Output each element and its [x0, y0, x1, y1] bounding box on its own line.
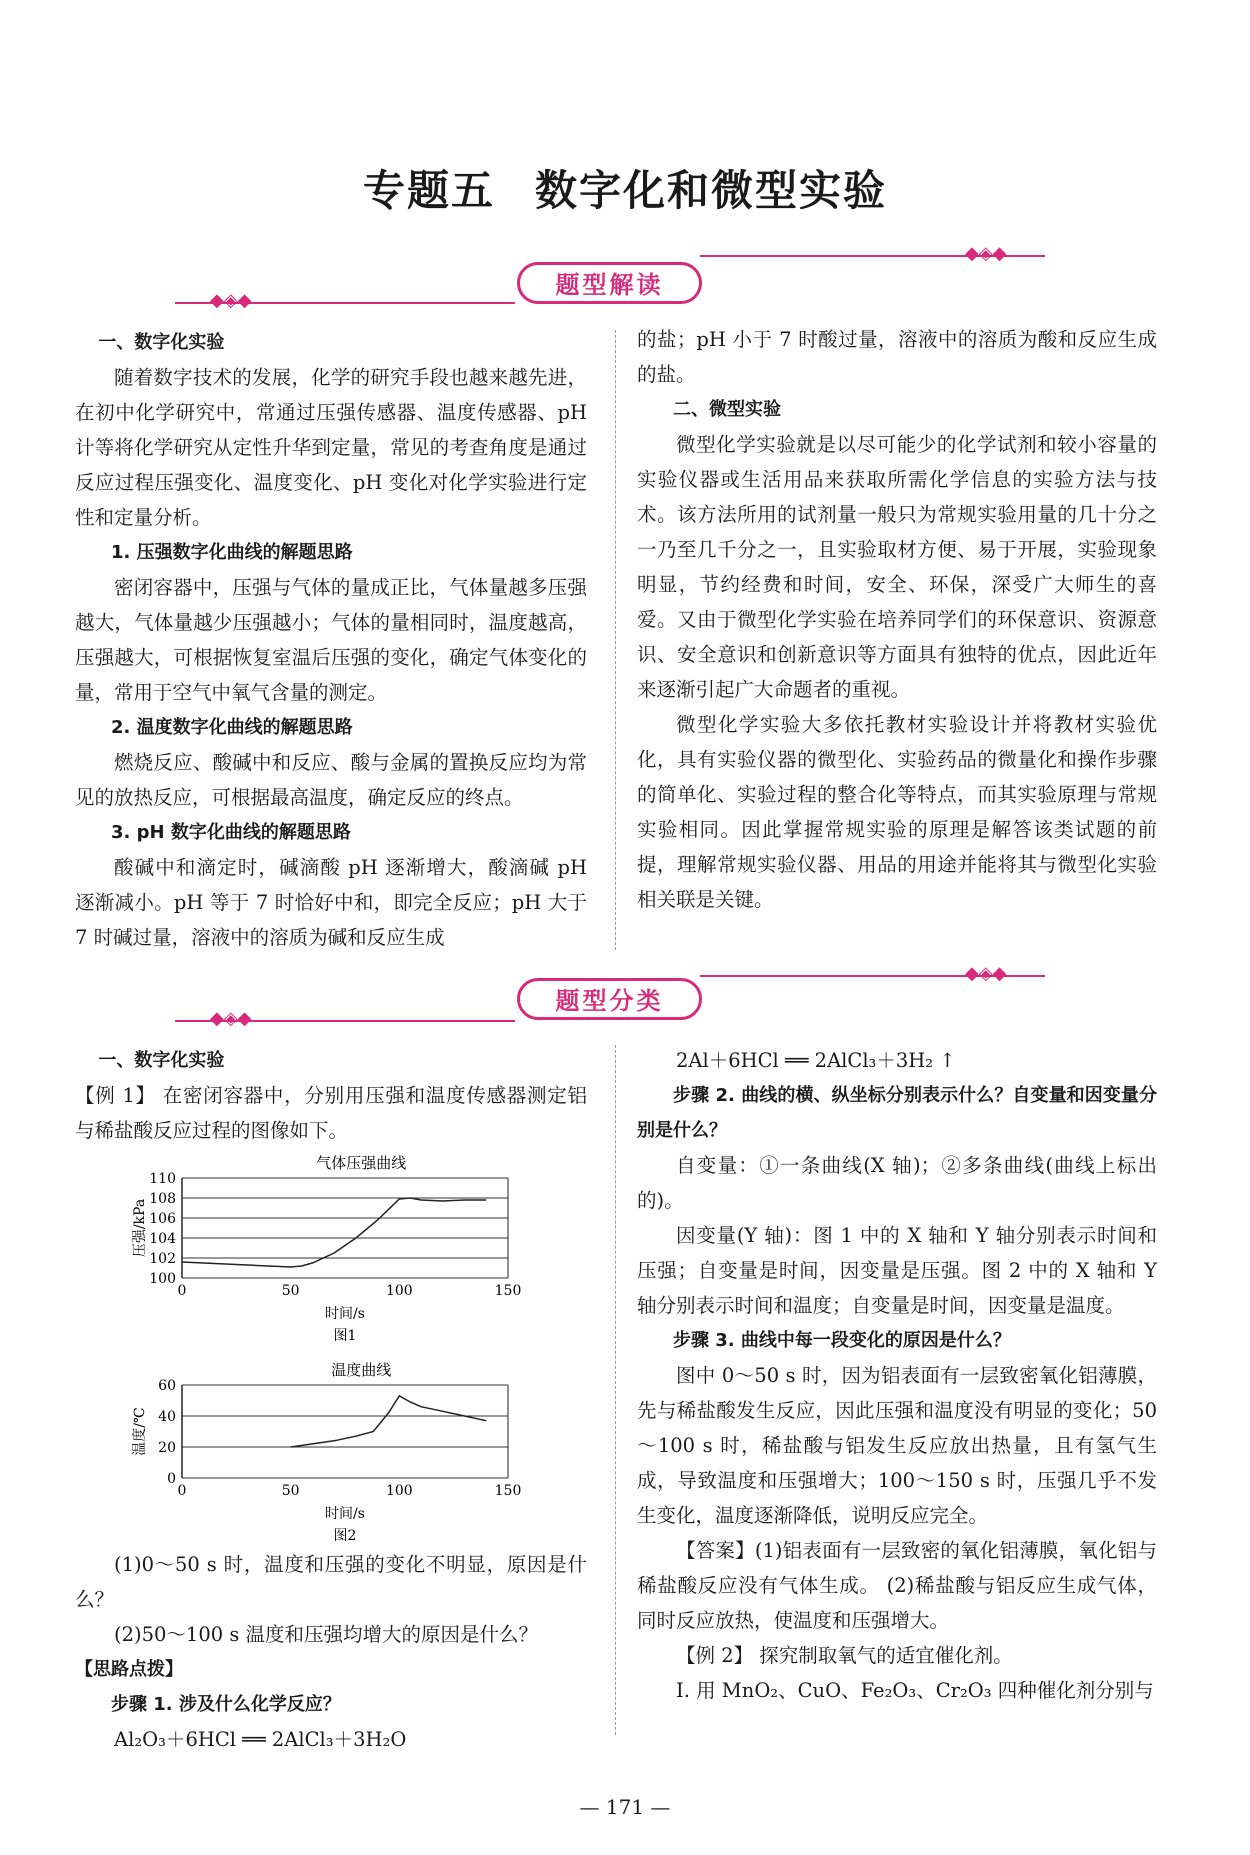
y-tick-label: 104 [149, 1231, 176, 1247]
section-heading: 二、微型实验 [673, 399, 781, 420]
x-tick-label: 100 [385, 1283, 413, 1299]
section-heading: 2. 温度数字化曲线的解题思路 [111, 717, 353, 738]
figure-caption: 图2 [333, 1528, 357, 1544]
series-line [291, 1396, 487, 1447]
y-tick-label: 100 [149, 1271, 176, 1287]
section-banner-interpretation: 题型解读 [517, 262, 702, 304]
paragraph: (1)0～50 s 时，温度和压强的变化不明显，原因是什么？ [75, 1553, 587, 1611]
x-tick-label: 150 [494, 1483, 522, 1499]
chart-title: 温度曲线 [331, 1361, 392, 1379]
section-heading: 一、数字化实验 [98, 332, 225, 353]
paragraph: 【答案】(1)铝表面有一层致密的氧化铝薄膜，氧化铝与稀盐酸反应没有气体生成。 (2)稀盐酸与铝反应生成气体，同时反应放热，使温度和压强增大。 [637, 1539, 1157, 1632]
page-title: 专题五 数字化和微型实验 [362, 166, 888, 215]
y-tick-label: 40 [158, 1409, 176, 1425]
y-tick-label: 108 [149, 1191, 176, 1207]
y-tick-label: 0 [167, 1471, 176, 1487]
paragraph: 燃烧反应、酸碱中和反应、酸与金属的置换反应均为常见的放热反应，可根据最高温度，确定反应的终点。 [75, 751, 587, 809]
chart-title: 气体压强曲线 [316, 1154, 407, 1172]
x-tick-label: 0 [177, 1283, 187, 1299]
paragraph: 密闭容器中，压强与气体的量成正比，气体量越多压强越大，气体量越少压强越小；气体的量相同时，温度越高，压强越大，可根据恢复室温后压强的变化，确定气体变化的量，常用于空气中氧气含量的测定。 [75, 576, 587, 704]
section-heading: 3. pH 数字化曲线的解题思路 [111, 822, 351, 843]
ornament-icon: ◆◈◆ [210, 290, 252, 311]
right-column-2 [637, 1043, 1157, 1708]
paragraph: 2Al＋6HCl ══ 2AlCl₃＋3H₂ ↑ [676, 1049, 956, 1072]
section-heading: 一、数字化实验 [98, 1050, 225, 1071]
ornament-icon: ◆◈◆ [965, 243, 1007, 264]
paragraph: 微型化学实验大多依托教材实验设计并将教材实验优化，具有实验仪器的微型化、实验药品的微量化和操作步骤的简单化、实验过程的整合化等特点，而其实验原理与常规实验相同。因此掌握常规实验的原理是解答该类试题的前提，理解常规实验仪器、用品的用途并能将其与微型化实验相关联是关键。 [637, 713, 1157, 911]
x-tick-label: 150 [494, 1283, 522, 1299]
paragraph: 自变量：①一条曲线(X 轴)；②多条曲线(曲线上标出的)。 [637, 1154, 1157, 1212]
section-heading: 步骤 3. 曲线中每一段变化的原因是什么？ [673, 1330, 1011, 1351]
left-column-1 [75, 325, 587, 955]
paragraph: 【例 2】 探究制取氧气的适宜催化剂。 [676, 1644, 1013, 1667]
paragraph: 酸碱中和滴定时，碱滴酸 pH 逐渐增大，酸滴碱 pH 逐渐减小。pH 等于 7 时恰好中和，即完全反应；pH 大于 7 时碱过量，溶液中的溶质为碱和反应生成 [75, 856, 587, 949]
temperature-chart [100, 1355, 550, 1555]
paragraph: 图中 0～50 s 时，因为铝表面有一层致密氧化铝薄膜，先与稀盐酸发生反应，因此压强和温度没有明显的变化；50～100 s 时，稀盐酸与铝发生反应放出热量，且有氢气生成，导致温度和压强增大；100～150 s 时，压强几乎不发生变化，温度逐渐降低，说明反应完全。 [637, 1364, 1157, 1527]
series-line [182, 1198, 486, 1267]
y-axis-label: 压强/kPa [132, 1198, 148, 1258]
section-heading: 步骤 2. 曲线的横、纵坐标分别表示什么？自变量和因变量分别是什么？ [637, 1085, 1157, 1141]
x-tick-label: 0 [177, 1483, 187, 1499]
section-heading: 1. 压强数字化曲线的解题思路 [111, 542, 353, 563]
y-axis-label: 温度/℃ [132, 1407, 148, 1456]
page-number: — 171 — [579, 1795, 671, 1819]
x-tick-label: 50 [281, 1483, 300, 1499]
y-tick-label: 20 [158, 1440, 176, 1456]
y-tick-label: 106 [149, 1211, 176, 1227]
y-tick-label: 60 [158, 1378, 176, 1394]
right-column-1 [637, 322, 1157, 917]
paragraph: Ⅰ. 用 MnO₂、CuO、Fe₂O₃、Cr₂O₃ 四种催化剂分别与 [676, 1679, 1154, 1702]
section-banner-classification: 题型分类 [517, 978, 702, 1020]
column-divider [615, 1045, 616, 1735]
paragraph: 【例 1】 在密闭容器中，分别用压强和温度传感器测定铝与稀盐酸反应过程的图像如下。 [75, 1084, 587, 1142]
x-tick-label: 50 [281, 1283, 300, 1299]
x-tick-label: 100 [385, 1483, 413, 1499]
y-tick-label: 110 [149, 1171, 176, 1187]
paragraph: 因变量(Y 轴)：图 1 中的 X 轴和 Y 轴分别表示时间和压强；自变量是时间，因变量是压强。图 2 中的 X 轴和 Y 轴分别表示时间和温度；自变量是时间，因变量是温度。 [637, 1224, 1157, 1317]
x-axis-label: 时间/s [325, 1506, 365, 1522]
column-divider [615, 330, 616, 950]
left-column-2-top [75, 1043, 587, 1148]
ornament-icon: ◆◈◆ [965, 963, 1007, 984]
paragraph: 微型化学实验就是以尽可能少的化学试剂和较小容量的实验仪器或生活用品来获取所需化学信息的实验方法与技术。该方法所用的试剂量一般只为常规实验用量的几十分之一乃至几千分之一，且实验取材方便、易于开展，实验现象明显，节约经费和时间，安全、环保，深受广大师生的喜爱。又由于微型化学实验在培养同学们的环保意识、资源意识、安全意识和创新意识等方面具有独特的优点，因此近年来逐渐引起广大命题者的重视。 [637, 433, 1157, 701]
x-axis-label: 时间/s [325, 1306, 365, 1322]
figure-caption: 图1 [333, 1328, 357, 1344]
paragraph: 的盐；pH 小于 7 时酸过量，溶液中的溶质为酸和反应生成的盐。 [637, 328, 1157, 386]
paragraph: Al₂O₃＋6HCl ══ 2AlCl₃＋3H₂O [114, 1728, 407, 1751]
paragraph: 随着数字技术的发展，化学的研究手段也越来越先进，在初中化学研究中，常通过压强传感器、温度传感器、pH 计等将化学研究从定性升华到定量，常见的考查角度是通过反应过程压强变化、温度变化、pH 变化对化学实验进行定性和定量分析。 [75, 366, 587, 529]
left-column-2-bottom [75, 1547, 587, 1757]
ornament-icon: ◆◈◆ [210, 1008, 252, 1029]
paragraph: (2)50～100 s 温度和压强均增大的原因是什么？ [114, 1623, 539, 1646]
section-heading: 步骤 1. 涉及什么化学反应？ [111, 1694, 341, 1715]
section-heading: 【思路点拨】 [75, 1659, 183, 1680]
y-tick-label: 102 [149, 1251, 176, 1267]
pressure-chart [100, 1148, 550, 1358]
